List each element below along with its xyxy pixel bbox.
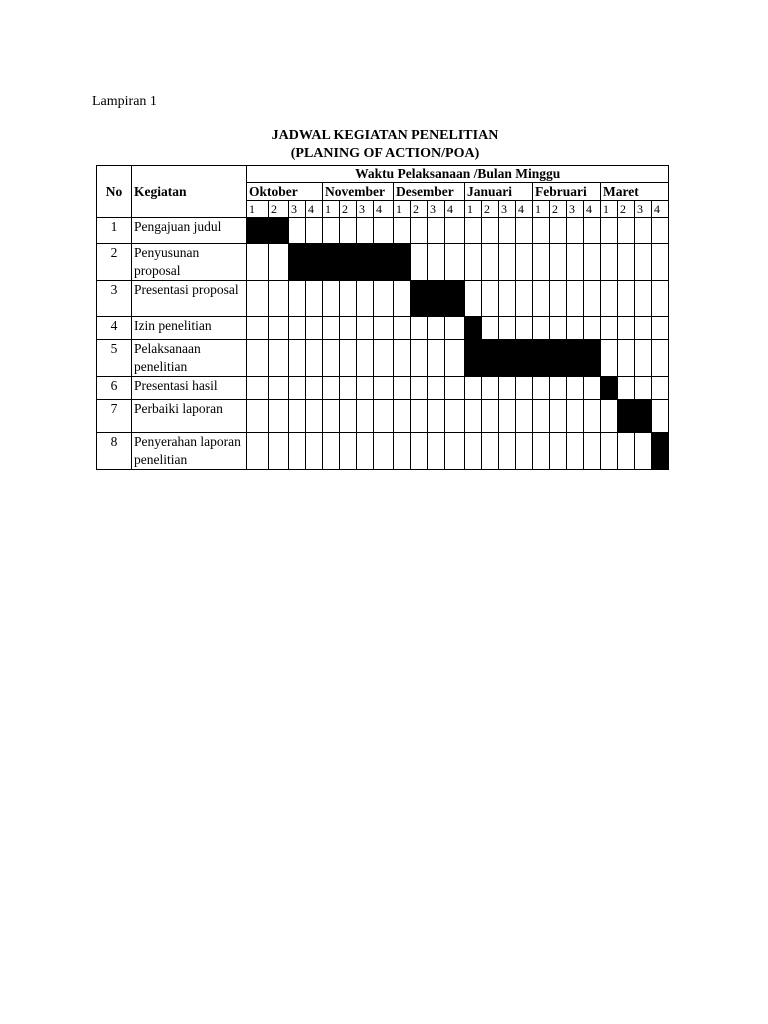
activity-name: Presentasi hasil [132,377,247,400]
gantt-empty-cell [550,218,567,244]
gantt-empty-cell [601,340,618,377]
month-oktober: Oktober [247,183,323,201]
gantt-bar-cell [652,433,669,470]
week-number: 4 [584,201,601,218]
gantt-empty-cell [465,218,482,244]
gantt-empty-cell [533,218,550,244]
gantt-empty-cell [601,244,618,281]
gantt-bar-cell [635,400,652,433]
table-row [97,340,669,377]
gantt-empty-cell [428,340,445,377]
table-row [97,244,669,281]
gantt-bar-cell [584,340,601,377]
gantt-empty-cell [550,400,567,433]
month-januari: Januari [465,183,533,201]
gantt-empty-cell [340,433,357,470]
gantt-empty-cell [584,244,601,281]
gantt-empty-cell [635,244,652,281]
gantt-empty-cell [411,433,428,470]
gantt-empty-cell [411,317,428,340]
gantt-empty-cell [533,281,550,317]
week-number: 1 [533,201,550,218]
week-number: 3 [428,201,445,218]
gantt-empty-cell [533,244,550,281]
gantt-empty-cell [340,281,357,317]
activity-name: Penyerahan laporan penelitian [132,433,247,470]
gantt-empty-cell [482,317,499,340]
gantt-empty-cell [584,218,601,244]
gantt-empty-cell [516,433,533,470]
gantt-empty-cell [394,340,411,377]
gantt-bar-cell [550,340,567,377]
gantt-empty-cell [584,377,601,400]
gantt-empty-cell [516,317,533,340]
week-number: 4 [374,201,394,218]
gantt-empty-cell [394,433,411,470]
gantt-empty-cell [635,317,652,340]
month-februari: Februari [533,183,601,201]
week-number: 4 [445,201,465,218]
gantt-empty-cell [289,433,306,470]
gantt-empty-cell [567,433,584,470]
gantt-empty-cell [428,433,445,470]
header-kegiatan: Kegiatan [132,166,247,218]
gantt-empty-cell [482,400,499,433]
week-number: 4 [516,201,533,218]
gantt-empty-cell [374,281,394,317]
document-subtitle [0,146,768,162]
gantt-empty-cell [499,281,516,317]
gantt-empty-cell [394,281,411,317]
row-number: 2 [97,244,132,281]
gantt-empty-cell [445,218,465,244]
table-row [97,317,669,340]
week-number: 1 [247,201,269,218]
gantt-empty-cell [374,400,394,433]
header-row-top [97,166,669,183]
gantt-empty-cell [482,244,499,281]
table-row [97,433,669,470]
gantt-empty-cell [482,218,499,244]
gantt-empty-cell [340,400,357,433]
gantt-empty-cell [411,400,428,433]
gantt-empty-cell [247,317,269,340]
gantt-empty-cell [652,281,669,317]
gantt-empty-cell [247,281,269,317]
title-line-2: (PLANING OF ACTION/POA) [290,146,480,161]
gantt-empty-cell [323,433,340,470]
gantt-empty-cell [269,400,289,433]
gantt-bar-cell [465,340,482,377]
header-waktu: Waktu Pelaksanaan /Bulan Minggu [247,166,669,183]
gantt-empty-cell [465,400,482,433]
gantt-empty-cell [394,317,411,340]
gantt-empty-cell [516,377,533,400]
gantt-empty-cell [635,433,652,470]
gantt-empty-cell [445,340,465,377]
week-number: 2 [618,201,635,218]
gantt-empty-cell [567,281,584,317]
gantt-empty-cell [247,340,269,377]
week-number: 3 [357,201,374,218]
gantt-bar-cell [306,244,323,281]
gantt-empty-cell [306,340,323,377]
week-number: 3 [567,201,584,218]
gantt-empty-cell [374,317,394,340]
gantt-empty-cell [269,317,289,340]
gantt-empty-cell [601,400,618,433]
gantt-empty-cell [550,244,567,281]
title-line-1: JADWAL KEGIATAN PENELITIAN [271,128,499,143]
week-number: 2 [269,201,289,218]
gantt-empty-cell [652,244,669,281]
gantt-empty-cell [428,317,445,340]
week-number: 1 [465,201,482,218]
activity-name: Pelaksanaan penelitian [132,340,247,377]
gantt-empty-cell [567,377,584,400]
gantt-empty-cell [374,377,394,400]
month-desember: Desember [394,183,465,201]
gantt-empty-cell [269,244,289,281]
gantt-empty-cell [411,244,428,281]
gantt-empty-cell [269,281,289,317]
gantt-empty-cell [269,340,289,377]
gantt-empty-cell [499,218,516,244]
gantt-empty-cell [584,317,601,340]
gantt-empty-cell [247,400,269,433]
gantt-empty-cell [289,400,306,433]
gantt-empty-cell [618,377,635,400]
gantt-bar-cell [340,244,357,281]
gantt-empty-cell [323,377,340,400]
gantt-empty-cell [499,377,516,400]
header-no: No [97,166,132,218]
gantt-empty-cell [323,400,340,433]
gantt-empty-cell [567,244,584,281]
gantt-empty-cell [567,400,584,433]
gantt-empty-cell [550,317,567,340]
gantt-empty-cell [289,281,306,317]
gantt-empty-cell [374,218,394,244]
gantt-empty-cell [567,218,584,244]
month-november: November [323,183,394,201]
gantt-empty-cell [411,377,428,400]
gantt-empty-cell [482,377,499,400]
gantt-empty-cell [465,281,482,317]
month-maret: Maret [601,183,669,201]
gantt-bar-cell [289,244,306,281]
gantt-empty-cell [601,218,618,244]
gantt-bar-cell [247,218,269,244]
gantt-empty-cell [306,433,323,470]
gantt-bar-cell [567,340,584,377]
gantt-empty-cell [247,244,269,281]
gantt-bar-cell [482,340,499,377]
gantt-empty-cell [269,433,289,470]
document-title [0,128,768,144]
schedule-table [96,165,669,470]
gantt-bar-cell [465,317,482,340]
gantt-empty-cell [567,317,584,340]
gantt-empty-cell [652,340,669,377]
gantt-empty-cell [652,317,669,340]
gantt-empty-cell [533,377,550,400]
gantt-empty-cell [618,218,635,244]
gantt-empty-cell [533,433,550,470]
table-row [97,400,669,433]
gantt-empty-cell [357,317,374,340]
gantt-empty-cell [482,281,499,317]
gantt-bar-cell [533,340,550,377]
activity-name: Perbaiki laporan [132,400,247,433]
gantt-empty-cell [499,317,516,340]
gantt-empty-cell [357,340,374,377]
gantt-empty-cell [516,400,533,433]
activity-name: Izin penelitian [132,317,247,340]
gantt-bar-cell [516,340,533,377]
gantt-empty-cell [357,281,374,317]
gantt-empty-cell [550,377,567,400]
gantt-empty-cell [618,433,635,470]
week-number: 4 [306,201,323,218]
week-number: 4 [652,201,669,218]
gantt-empty-cell [533,317,550,340]
gantt-empty-cell [499,400,516,433]
gantt-empty-cell [584,281,601,317]
table-row [97,218,669,244]
gantt-empty-cell [445,244,465,281]
week-number: 1 [323,201,340,218]
gantt-empty-cell [306,400,323,433]
gantt-empty-cell [394,377,411,400]
week-number: 2 [482,201,499,218]
gantt-empty-cell [601,281,618,317]
gantt-empty-cell [652,400,669,433]
gantt-empty-cell [601,433,618,470]
gantt-bar-cell [374,244,394,281]
gantt-empty-cell [533,400,550,433]
gantt-empty-cell [428,244,445,281]
gantt-empty-cell [323,340,340,377]
gantt-empty-cell [357,218,374,244]
attachment-label: Lampiran 1 [92,94,157,109]
gantt-empty-cell [411,340,428,377]
week-number: 2 [340,201,357,218]
week-number: 2 [411,201,428,218]
gantt-empty-cell [516,244,533,281]
gantt-empty-cell [652,218,669,244]
gantt-empty-cell [289,340,306,377]
gantt-empty-cell [247,433,269,470]
gantt-bar-cell [499,340,516,377]
gantt-empty-cell [340,218,357,244]
gantt-empty-cell [289,218,306,244]
gantt-bar-cell [357,244,374,281]
week-number: 3 [635,201,652,218]
gantt-empty-cell [269,377,289,400]
activity-name: Presentasi proposal [132,281,247,317]
gantt-bar-cell [269,218,289,244]
gantt-empty-cell [306,218,323,244]
gantt-empty-cell [323,281,340,317]
row-number: 4 [97,317,132,340]
gantt-empty-cell [482,433,499,470]
gantt-bar-cell [323,244,340,281]
gantt-bar-cell [394,244,411,281]
gantt-empty-cell [374,340,394,377]
gantt-empty-cell [340,340,357,377]
activity-name: Pengajuan judul [132,218,247,244]
table-row [97,377,669,400]
activity-name: Penyusunan proposal [132,244,247,281]
gantt-empty-cell [306,377,323,400]
gantt-empty-cell [516,281,533,317]
row-number: 5 [97,340,132,377]
gantt-empty-cell [584,433,601,470]
gantt-empty-cell [618,281,635,317]
week-number: 2 [550,201,567,218]
gantt-empty-cell [445,400,465,433]
gantt-empty-cell [323,218,340,244]
gantt-bar-cell [601,377,618,400]
gantt-empty-cell [428,400,445,433]
gantt-empty-cell [516,218,533,244]
gantt-empty-cell [289,377,306,400]
gantt-empty-cell [499,433,516,470]
table-row [97,281,669,317]
gantt-empty-cell [618,340,635,377]
week-number: 3 [499,201,516,218]
gantt-empty-cell [465,244,482,281]
gantt-bar-cell [428,281,445,317]
gantt-empty-cell [411,218,428,244]
week-number: 1 [601,201,618,218]
gantt-empty-cell [652,377,669,400]
row-number: 8 [97,433,132,470]
gantt-empty-cell [340,317,357,340]
gantt-empty-cell [499,244,516,281]
gantt-empty-cell [635,340,652,377]
gantt-empty-cell [394,400,411,433]
gantt-empty-cell [618,317,635,340]
row-number: 3 [97,281,132,317]
gantt-empty-cell [584,400,601,433]
gantt-empty-cell [306,317,323,340]
row-number: 6 [97,377,132,400]
gantt-empty-cell [601,317,618,340]
gantt-empty-cell [306,281,323,317]
gantt-empty-cell [357,433,374,470]
row-number: 1 [97,218,132,244]
gantt-empty-cell [635,377,652,400]
week-number: 1 [394,201,411,218]
gantt-bar-cell [445,281,465,317]
gantt-empty-cell [289,317,306,340]
week-number: 3 [289,201,306,218]
gantt-empty-cell [340,377,357,400]
gantt-empty-cell [357,400,374,433]
gantt-empty-cell [445,433,465,470]
gantt-empty-cell [550,433,567,470]
gantt-empty-cell [445,317,465,340]
row-number: 7 [97,400,132,433]
gantt-empty-cell [428,377,445,400]
gantt-empty-cell [635,218,652,244]
gantt-empty-cell [618,244,635,281]
gantt-empty-cell [465,377,482,400]
gantt-empty-cell [247,377,269,400]
gantt-empty-cell [428,218,445,244]
gantt-empty-cell [465,433,482,470]
gantt-empty-cell [550,281,567,317]
gantt-bar-cell [618,400,635,433]
gantt-bar-cell [411,281,428,317]
gantt-empty-cell [394,218,411,244]
gantt-empty-cell [357,377,374,400]
gantt-empty-cell [635,281,652,317]
gantt-empty-cell [323,317,340,340]
gantt-empty-cell [374,433,394,470]
gantt-empty-cell [445,377,465,400]
